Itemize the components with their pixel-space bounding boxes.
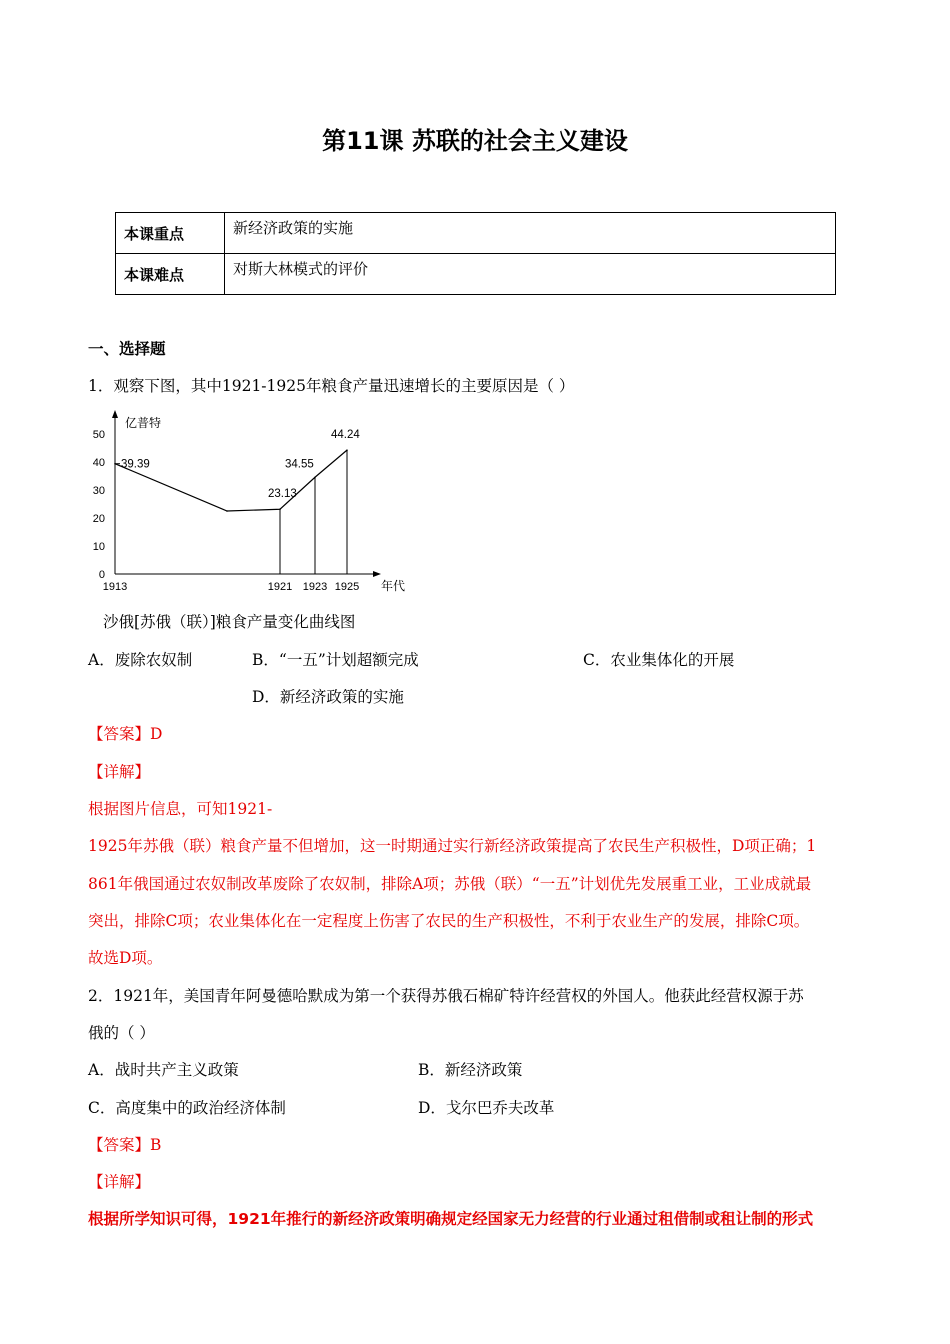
page-title: 第11课 苏联的社会主义建设 — [322, 127, 628, 155]
chart-caption: 沙俄[苏俄（联）]粮食产量变化曲线图 — [103, 613, 356, 631]
q1-explanation-line: 1925年苏俄（联）粮食产量不但增加，这一时期通过实行新经济政策提高了农民生产积极性，D项正确；1 — [88, 837, 817, 855]
x-tick-label: 1923 — [302, 581, 328, 593]
q2-explanation-line: 根据所学知识可得，1921年推行的新经济政策明确规定经国家无力经营的行业通过租借制或租让制的形式 — [88, 1210, 814, 1228]
y-tick-label: 20 — [92, 513, 105, 525]
chart-axes — [112, 410, 405, 593]
q1-explanation-line: 突出，排除C项；农业集体化在一定程度上伤害了农民的生产积极性，不利于农业生产的发展，排除C项。 — [88, 912, 810, 930]
data-point — [314, 476, 316, 478]
q1-explanation-line: 故选D项。 — [88, 949, 163, 967]
key-point-value: 新经济政策的实施 — [225, 213, 836, 254]
q2-option-c[interactable]: C．高度集中的政治经济体制 — [88, 1099, 286, 1117]
table-row — [116, 254, 836, 295]
lesson-key-points-table — [115, 212, 836, 295]
x-tick-label: 1925 — [334, 581, 360, 593]
q2-option-d[interactable]: D．戈尔巴乔夫改革 — [418, 1099, 555, 1117]
y-axis-label: 亿普特 — [125, 416, 162, 430]
q1-option-a[interactable]: A．废除农奴制 — [88, 651, 193, 669]
y-tick-label: 40 — [92, 457, 105, 469]
data-point — [226, 510, 228, 512]
question-2-stem-cont: 俄的（ ） — [88, 1024, 155, 1042]
q1-detail-label: 【详解】 — [88, 763, 151, 781]
q2-answer: 【答案】B — [88, 1136, 162, 1154]
q1-option-d[interactable]: D．新经济政策的实施 — [252, 688, 404, 706]
q2-option-a[interactable]: A．战时共产主义政策 — [88, 1061, 239, 1079]
q1-explanation-line: 根据图片信息，可知1921- — [88, 800, 273, 818]
q2-detail-label: 【详解】 — [88, 1173, 151, 1191]
x-axis-label: 年代 — [381, 579, 406, 593]
y-axis-arrow-icon — [112, 410, 118, 418]
y-tick-label: 30 — [92, 485, 105, 497]
table-row — [116, 213, 836, 254]
data-labels — [115, 429, 360, 500]
x-tick-label: 1921 — [267, 581, 293, 593]
section-heading: 一、选择题 — [88, 340, 166, 358]
data-point — [346, 449, 348, 451]
grain-output-chart — [85, 408, 415, 598]
key-point-label: 本课重点 — [116, 213, 225, 254]
q1-answer: 【答案】D — [88, 725, 163, 743]
y-tick-labels — [93, 429, 105, 581]
data-label: 44.24 — [331, 429, 360, 442]
x-tick-labels — [103, 581, 359, 593]
data-point — [279, 508, 281, 510]
y-tick-label: 0 — [98, 569, 105, 581]
y-tick-label: 50 — [92, 429, 105, 441]
x-tick-label: 1913 — [102, 581, 128, 593]
data-label: 34.55 — [285, 458, 314, 471]
difficulty-label: 本课难点 — [116, 254, 225, 295]
question-2-stem: 2．1921年，美国青年阿曼德哈默成为第一个获得苏俄石棉矿特许经营权的外国人。他获此经营权源于苏 — [88, 987, 804, 1005]
data-label: 23.13 — [268, 488, 297, 501]
q1-option-c[interactable]: C．农业集体化的开展 — [583, 651, 735, 669]
y-tick-label: 10 — [92, 541, 105, 553]
difficulty-value: 对斯大林模式的评价 — [225, 254, 836, 295]
q1-explanation-line: 861年俄国通过农奴制改革废除了农奴制，排除A项；苏俄（联）“一五”计划优先发展重工业，工业成就最 — [88, 875, 812, 893]
q2-option-b[interactable]: B．新经济政策 — [418, 1061, 523, 1079]
question-1-stem: 1．观察下图，其中1921-1925年粮食产量迅速增长的主要原因是（ ） — [88, 377, 575, 395]
x-axis-arrow-icon — [373, 571, 381, 577]
q1-option-b[interactable]: B．“一五”计划超额完成 — [252, 651, 419, 669]
data-label: 39.39 — [121, 458, 150, 471]
